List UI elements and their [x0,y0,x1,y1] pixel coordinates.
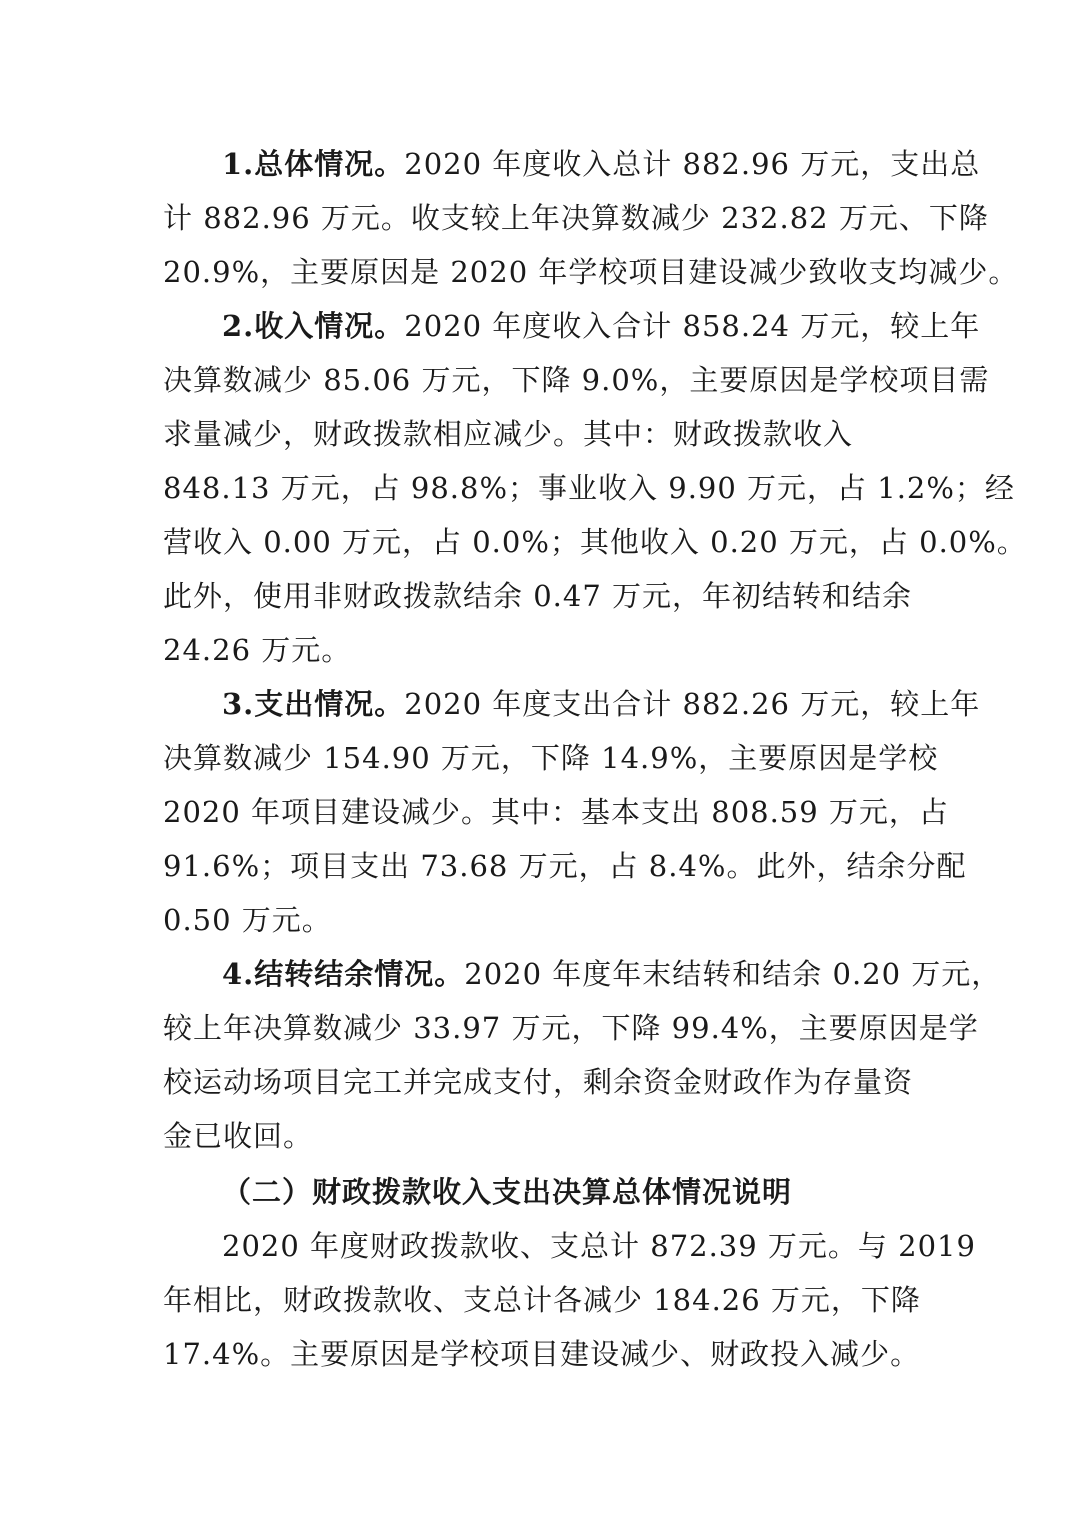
paragraph-expense-line-4: 91.6%；项目支出 73.68 万元，占 8.4%。此外，结余分配 [163,849,967,883]
paragraph-income-line-2: 决算数减少 85.06 万元，下降 9.0%，主要原因是学校项目需 [163,363,990,397]
paragraph-fiscal-line-1: 2020 年度财政拨款收、支总计 872.39 万元。与 2019 [222,1229,976,1263]
paragraph-income-line-1: 2.收入情况。2020 年度收入合计 858.24 万元，较上年 [222,309,981,343]
paragraph-fiscal-line-3: 17.4%。主要原因是学校项目建设减少、财政投入减少。 [163,1337,921,1371]
section-title: （二）财政拨款收入支出决算总体情况说明 [222,1175,793,1209]
paragraph-expense-line-2: 决算数减少 154.90 万元，下降 14.9%，主要原因是学校 [163,741,939,775]
paragraph-income-line-6: 此外，使用非财政拨款结余 0.47 万元，年初结转和结余 [163,579,913,613]
paragraph-balance-line-3: 校运动场项目完工并完成支付，剩余资金财政作为存量资 [163,1065,914,1099]
paragraph-balance-line-4: 金已收回。 [163,1119,314,1153]
paragraph-expense-line-1: 3.支出情况。2020 年度支出合计 882.26 万元，较上年 [222,687,981,721]
paragraph-overall-line-1: 1.总体情况。2020 年度收入总计 882.96 万元，支出总 [222,147,981,181]
paragraph-income-line-5: 营收入 0.00 万元，占 0.0%；其他收入 0.20 万元，占 0.0%。 [163,525,1027,559]
heading-overall: 1.总体情况。 [222,147,405,181]
paragraph-overall-line-2: 计 882.96 万元。收支较上年决算数减少 232.82 万元、下降 [163,201,989,235]
paragraph-fiscal-line-2: 年相比，财政拨款收、支总计各减少 184.26 万元，下降 [163,1283,921,1317]
heading-balance: 4.结转结余情况。 [222,957,465,991]
heading-expense: 3.支出情况。 [222,687,405,721]
heading-income: 2.收入情况。 [222,309,405,343]
paragraph-balance-line-2: 较上年决算数减少 33.97 万元，下降 99.4%，主要原因是学 [163,1011,979,1045]
paragraph-income-line-7: 24.26 万元。 [163,633,352,667]
paragraph-income-line-3: 求量减少，财政拨款相应减少。其中：财政拨款收入 [163,417,854,451]
paragraph-overall-line-3: 20.9%，主要原因是 2020 年学校项目建设减少致收支均减少。 [163,255,1019,289]
paragraph-income-line-4: 848.13 万元，占 98.8%；事业收入 9.90 万元，占 1.2%；经 [163,471,1015,505]
paragraph-balance-line-1: 4.结转结余情况。2020 年度年末结转和结余 0.20 万元， [222,957,1002,991]
paragraph-expense-line-5: 0.50 万元。 [163,903,332,937]
paragraph-expense-line-3: 2020 年项目建设减少。其中：基本支出 808.59 万元，占 [163,795,949,829]
